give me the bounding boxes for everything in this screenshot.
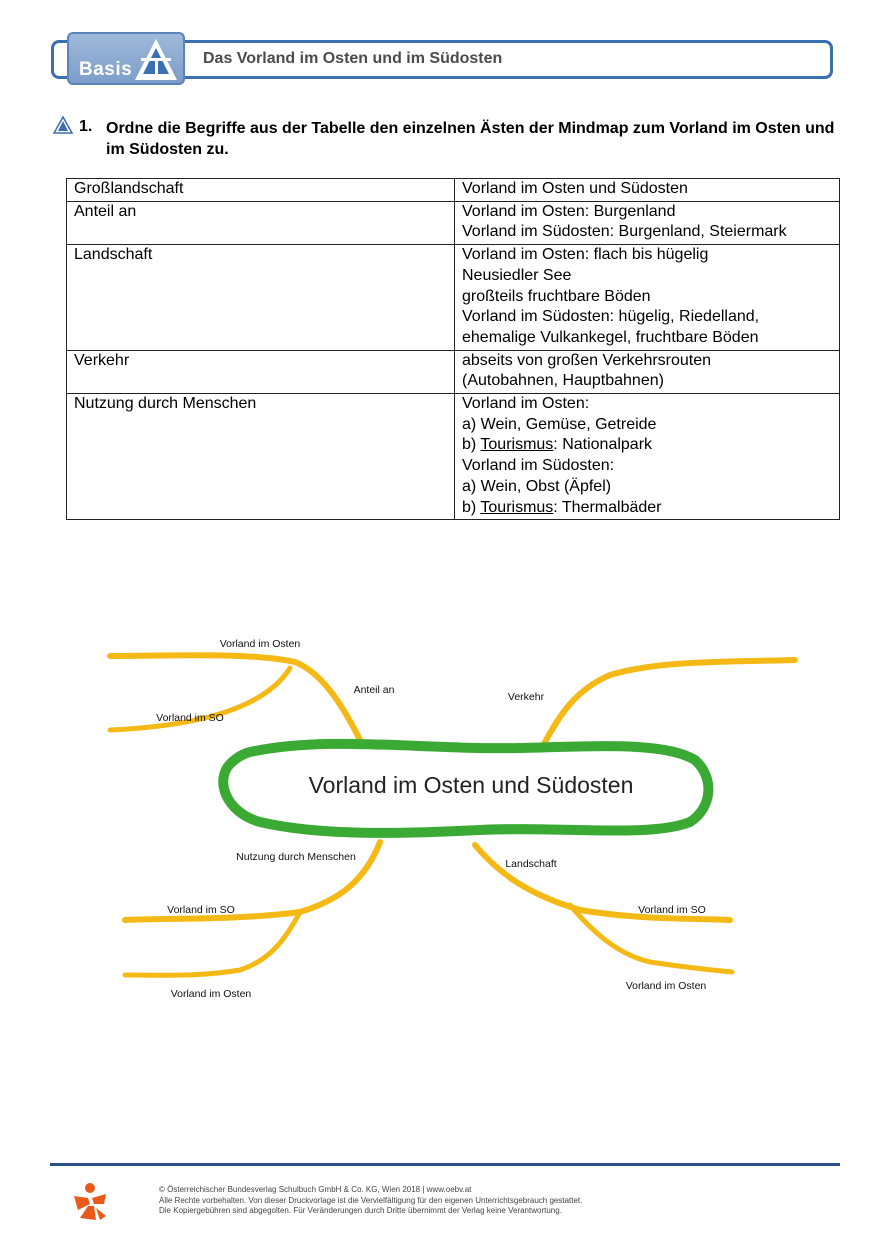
underlined-term: Tourismus [480, 436, 554, 454]
cell-line: Vorland im Südosten: [462, 457, 615, 475]
mindmap [0, 600, 890, 1020]
footer-divider [50, 1163, 840, 1166]
table-cell-value [455, 245, 840, 351]
label-top-left-osten: Vorland im Osten [219, 638, 301, 650]
cell-line: (Autobahnen, Hauptbahnen) [462, 372, 664, 390]
cell-fragment: b) [462, 436, 481, 454]
cell-line: großteils fruchtbare Böden [462, 287, 651, 305]
table-row [67, 350, 840, 393]
publisher-logo-icon [70, 1182, 110, 1222]
table-row [67, 245, 840, 351]
table-cell-value [455, 179, 840, 202]
cell-line: Vorland im Osten: Burgenland [462, 202, 676, 220]
label-bottom-right-osten: Vorland im Osten [625, 980, 707, 992]
task-instruction: Ordne die Begriffe aus der Tabelle den einzelnen Ästen der Mindmap zum Vorland im Osten und im Südosten zu. [106, 120, 835, 158]
table-row [67, 179, 840, 202]
cell-line: Vorland im Osten und Südosten [462, 180, 688, 197]
cell-line [462, 498, 839, 519]
footer-line-2: Alle Rechte vorbehalten. Von dieser Druckvorlage ist die Vervielfältigung für den eigenen Unterrichtsgebrauch gestattet. [159, 1195, 583, 1205]
label-nutzung: Nutzung durch Menschen [236, 851, 356, 863]
table-cell-label: Nutzung durch Menschen [67, 394, 455, 520]
table-cell-label: Anteil an [67, 201, 455, 244]
cell-fragment: b) [462, 498, 481, 516]
table-row [67, 201, 840, 244]
label-bottom-right-so: Vorland im SO [638, 904, 706, 916]
footer-line-3: Die Kopiergebühren sind abgegolten. Für Veränderungen durch Dritte übernimmt der Verlag keine Verantwortung. [159, 1206, 562, 1215]
cell-line: Vorland im Südosten: hügelig, Riedelland, [462, 308, 760, 326]
terms-table [66, 178, 840, 520]
page-title: Das Vorland im Osten und im Südosten [203, 50, 503, 67]
cell-line: abseits von großen Verkehrsrouten [462, 351, 712, 369]
table-cell-label: Verkehr [67, 350, 455, 393]
label-bottom-left-so: Vorland im SO [167, 904, 235, 916]
cell-line: Vorland im Osten: [462, 395, 590, 413]
branch-verkehr [545, 660, 795, 742]
cell-line: a) Wein, Gemüse, Getreide [462, 415, 657, 433]
logo-label: Basis [79, 59, 133, 80]
footer-line-1: © Österreichischer Bundesverlag Schulbuch GmbH & Co. KG, Wien 2018 | www.oebv.at [159, 1185, 472, 1194]
cell-line: Neusiedler See [462, 266, 572, 284]
cell-line: ehemalige Vulkankegel, fruchtbare Böden [462, 328, 759, 346]
table-cell-label: Landschaft [67, 245, 455, 351]
cell-line: a) Wein, Obst (Äpfel) [462, 477, 612, 495]
table-cell-value [455, 350, 840, 393]
cell-fragment: : Thermalbäder [553, 498, 662, 516]
table-cell-value [455, 394, 840, 520]
mindmap-center-label: Vorland im Osten und Südosten [308, 772, 634, 798]
triangle-logo-icon [131, 36, 181, 82]
footer-copyright [159, 1185, 582, 1217]
label-bottom-left-osten: Vorland im Osten [170, 988, 252, 1000]
task-number: 1. [79, 118, 93, 135]
table-cell-label: Großlandschaft [67, 179, 455, 202]
task-level-icon [53, 116, 73, 134]
label-landschaft: Landschaft [505, 858, 557, 870]
underlined-term: Tourismus [480, 498, 554, 516]
label-verkehr: Verkehr [507, 691, 545, 703]
basis-logo [67, 32, 185, 85]
label-anteil: Anteil an [353, 684, 395, 696]
cell-fragment: : Nationalpark [553, 436, 653, 454]
cell-line [462, 435, 839, 456]
table-cell-value [455, 201, 840, 244]
cell-line: Vorland im Osten: flach bis hügelig [462, 246, 709, 264]
table-row [67, 394, 840, 520]
cell-line: Vorland im Südosten: Burgenland, Steiermark [462, 223, 787, 241]
label-top-left-so: Vorland im SO [156, 712, 224, 724]
